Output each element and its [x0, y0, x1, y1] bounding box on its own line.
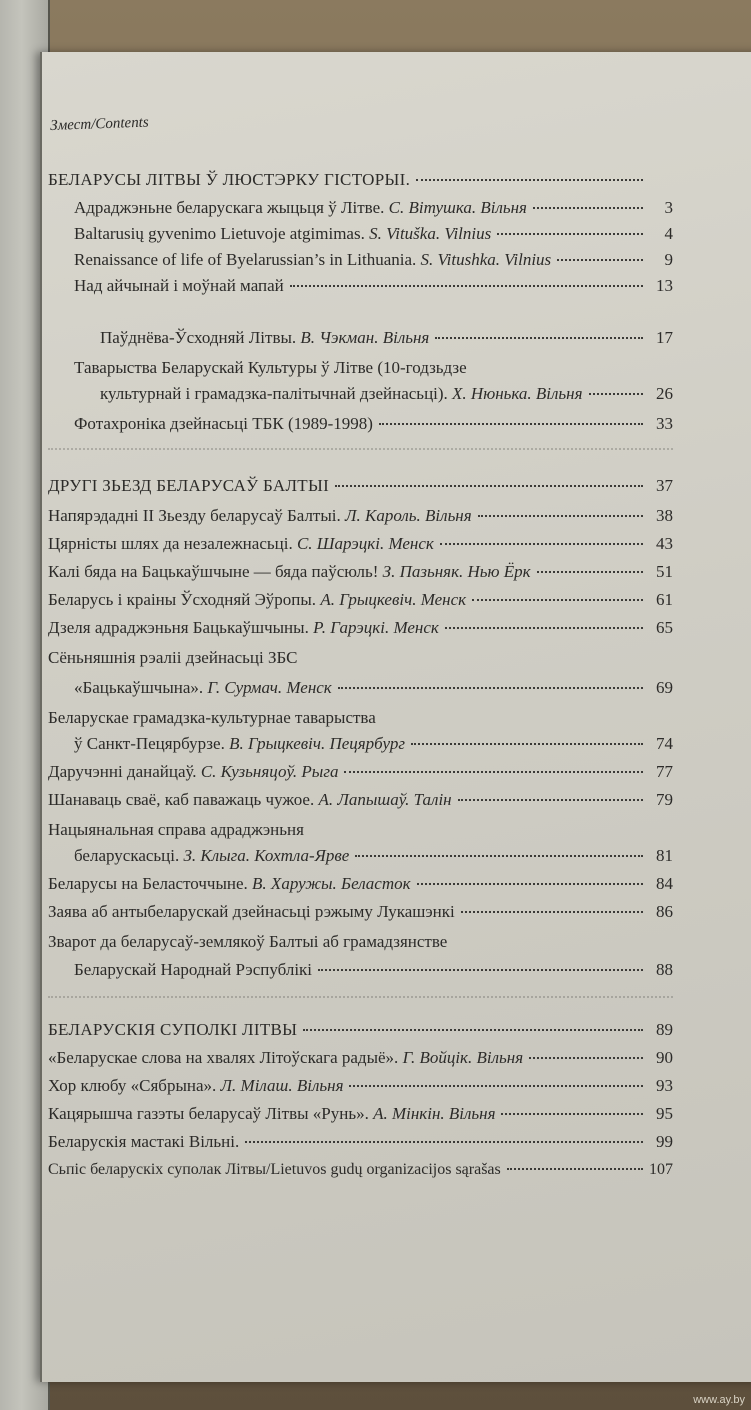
- page-number: 107: [649, 1161, 673, 1178]
- leader-dots: [379, 423, 643, 425]
- toc-entry: [48, 1104, 673, 1124]
- entry-title: Калі бяда на Бацькаўшчыне — бяда паўсюль!: [48, 562, 379, 581]
- toc-entry: [48, 224, 673, 244]
- page-number: 89: [656, 1020, 673, 1039]
- leader-dots: [497, 233, 643, 235]
- entry-author: S. Vituška. Vilnius: [369, 224, 492, 243]
- toc-entry: [48, 790, 673, 810]
- toc-entry: [48, 874, 673, 894]
- leader-dots: [349, 1085, 643, 1087]
- leader-dots: [537, 571, 643, 573]
- page-number: 51: [656, 562, 673, 581]
- leader-dots: [529, 1057, 643, 1059]
- toc-entry-line: [48, 932, 447, 952]
- page-number: 17: [656, 328, 673, 347]
- toc-entry: [48, 734, 673, 754]
- page-number: 74: [656, 734, 673, 753]
- leader-dots: [417, 883, 643, 885]
- toc-entry: [48, 328, 673, 348]
- leader-dots: [478, 515, 643, 517]
- entry-author: А. Грыцкевіч. Менск: [320, 590, 467, 609]
- page-number: 65: [656, 618, 673, 637]
- entry-title: Renaissance of life of Byelarussian’s in Lithuania.: [74, 250, 417, 269]
- leader-dots: [338, 687, 643, 689]
- page-number: 90: [656, 1048, 673, 1067]
- entry-author: С. Кузьняцоў. Рыга: [200, 762, 339, 781]
- entry-author: Л. Кароль. Вільня: [345, 506, 472, 525]
- page-number: 81: [656, 846, 673, 865]
- entry-title: Адраджэньне беларускага жыцьця ў Літве.: [74, 198, 385, 217]
- section-title: БЕЛАРУСКІЯ СУПОЛКІ ЛІТВЫ: [48, 1020, 298, 1039]
- toc-entry: [48, 198, 673, 218]
- toc-entry: [48, 618, 673, 638]
- toc-entry: [48, 960, 673, 980]
- entry-title: Над айчынай і моўнай мапай: [74, 276, 284, 295]
- page-number: 93: [656, 1076, 673, 1095]
- leader-dots: [344, 771, 643, 773]
- leader-dots: [303, 1029, 643, 1031]
- toc-entry: [48, 384, 673, 404]
- entry-author: В. Чэкман. Вільня: [300, 328, 430, 347]
- leader-dots: [445, 627, 643, 629]
- page-number: 69: [656, 678, 673, 697]
- entry-title: Цярністы шлях да незалежнасьці.: [48, 534, 293, 553]
- entry-author: З. Пазьняк. Нью Ёрк: [382, 562, 531, 581]
- entry-title: «Беларускае слова на хвалях Літоўскага радыё».: [48, 1048, 399, 1067]
- toc-entry: [48, 590, 673, 610]
- entry-author: Х. Нюнька. Вільня: [452, 384, 583, 403]
- page-number: 4: [664, 224, 673, 243]
- leader-dots: [318, 969, 643, 971]
- entry-title: Заява аб антыбеларускай дзейнасьці рэжыму Лукашэнкі: [48, 902, 455, 921]
- entry-title: Кацярышча газэты беларусаў Літвы «Рунь».: [48, 1104, 369, 1123]
- leader-dots: [411, 743, 643, 745]
- section-title: ДРУГІ ЗЬЕЗД БЕЛАРУСАЎ БАЛТЫІ: [48, 476, 330, 495]
- toc-entry: [48, 1048, 673, 1068]
- entry-title: Сьпіс беларускіх суполак Літвы/Lietuvos gudų organizacijos sąrašas: [48, 1161, 501, 1178]
- toc-entry: [48, 506, 673, 526]
- toc-entry-line: [74, 358, 467, 378]
- toc-entry-line: [48, 820, 304, 840]
- entry-author: В. Харужы. Беласток: [252, 874, 411, 893]
- toc-entry: [48, 414, 673, 434]
- entry-title: Беларускай Народнай Рэспублікі: [74, 960, 313, 979]
- entry-title: ў Санкт-Пецярбурзе.: [74, 734, 225, 753]
- page-number: 3: [664, 198, 673, 217]
- entry-author: В. Грыцкевіч. Пецярбург: [229, 734, 405, 753]
- section-divider: [48, 448, 673, 450]
- page-number: 33: [656, 414, 673, 433]
- section-divider: [48, 996, 673, 998]
- entry-title: культурнай і грамадзка-палітычнай дзейнасьці).: [100, 384, 448, 403]
- entry-author: Г. Сурмач. Менск: [207, 678, 332, 697]
- leader-dots: [440, 543, 643, 545]
- page-number: 86: [656, 902, 673, 921]
- toc-entry: [48, 534, 673, 554]
- leader-dots: [589, 393, 644, 395]
- entry-author: А. Лапышаў. Талін: [318, 790, 452, 809]
- entry-title: беларускасьці.: [74, 846, 180, 865]
- page-number: 43: [656, 534, 673, 553]
- toc-entry: [48, 1076, 673, 1096]
- page-number: 95: [656, 1104, 673, 1123]
- entry-title: «Бацькаўшчына».: [74, 678, 204, 697]
- leader-dots: [501, 1113, 643, 1115]
- entry-author: А. Мінкін. Вільня: [373, 1104, 496, 1123]
- toc-entry: [48, 276, 673, 296]
- toc-section-1: [48, 170, 673, 190]
- toc-entry: [48, 562, 673, 582]
- entry-title: Беларускае грамадзка-культурнае таварыства: [48, 708, 376, 727]
- entry-title: Зварот да беларусаў-землякоў Балтыі аб грамадзянстве: [48, 932, 448, 951]
- page-number: 38: [656, 506, 673, 525]
- toc-entry: [48, 846, 673, 866]
- toc-section-3: [48, 1020, 673, 1040]
- page-number: 84: [656, 874, 673, 893]
- page-number: 13: [656, 276, 673, 295]
- entry-title: Сёньняшнія рэаліі дзейнасьці ЗБС: [48, 648, 298, 667]
- entry-author: С. Шарэцкі. Менск: [296, 534, 434, 553]
- entry-author: Г. Войцік. Вільня: [402, 1048, 524, 1067]
- entry-author: З. Клыга. Кохтла-Ярве: [183, 846, 350, 865]
- toc-entry: [48, 762, 673, 782]
- entry-title: Беларусь і краіны Ўсходняй Эўропы.: [48, 590, 317, 609]
- toc-entry: [48, 678, 673, 698]
- leader-dots: [557, 259, 643, 261]
- entry-title: Беларускія мастакі Вільні.: [48, 1132, 240, 1151]
- entry-title: Беларусы на Беласточчыне.: [48, 874, 248, 893]
- toc-entry-line: [48, 648, 297, 668]
- entry-title: Шанаваць сваё, каб паважаць чужое.: [48, 790, 315, 809]
- entry-title: Нацыянальная справа адраджэньня: [48, 820, 304, 839]
- toc-entry: [48, 1160, 673, 1180]
- page-number: 77: [656, 762, 673, 781]
- leader-dots: [435, 337, 643, 339]
- toc-entry: [48, 902, 673, 922]
- page-number: 61: [656, 590, 673, 609]
- entry-author: С. Вітушка. Вільня: [388, 198, 527, 217]
- entry-author: Р. Гарэцкі. Менск: [313, 618, 439, 637]
- entry-title: Напярэдадні II Зьезду беларусаў Балтыі.: [48, 506, 341, 525]
- toc-entry: [48, 1132, 673, 1152]
- leader-dots: [533, 207, 643, 209]
- entry-title: Таварыства Беларускай Культуры ў Літве (10-годзьдзе: [74, 358, 467, 377]
- leader-dots: [458, 799, 643, 801]
- page-number: 9: [664, 250, 673, 269]
- toc-entry-line: [48, 708, 376, 728]
- page-number: 79: [656, 790, 673, 809]
- watermark: www.ay.by: [693, 1394, 745, 1406]
- leader-dots: [416, 179, 643, 181]
- page-number: 99: [656, 1132, 673, 1151]
- leader-dots: [461, 911, 643, 913]
- toc-entry: [48, 250, 673, 270]
- entry-title: Baltarusių gyvenimo Lietuvoje atgimimas.: [74, 224, 365, 243]
- entry-title: Хор клюбу «Сябрына».: [48, 1076, 217, 1095]
- entry-title: Фотахроніка дзейнасьці ТБК (1989-1998): [74, 414, 373, 433]
- toc-section-2: [48, 476, 673, 496]
- entry-title: Паўднёва-Ўсходняй Літвы.: [100, 328, 297, 347]
- page-number: 37: [656, 476, 673, 495]
- page-number: 26: [656, 384, 673, 403]
- entry-author: Л. Мілаш. Вільня: [220, 1076, 344, 1095]
- section-title: БЕЛАРУСЫ ЛІТВЫ Ў ЛЮСТЭРКУ ГІСТОРЫІ.: [48, 170, 411, 189]
- leader-dots: [290, 285, 643, 287]
- page-header: Змест/Contents: [50, 114, 149, 134]
- entry-title: Даручэнні данайцаў.: [48, 762, 197, 781]
- leader-dots: [335, 485, 643, 487]
- page-number: 88: [656, 960, 673, 979]
- leader-dots: [507, 1168, 643, 1170]
- leader-dots: [245, 1141, 643, 1143]
- entry-title: Дзеля адраджэньня Бацькаўшчыны.: [48, 618, 309, 637]
- entry-author: S. Vitushka. Vilnius: [420, 250, 552, 269]
- leader-dots: [472, 599, 643, 601]
- leader-dots: [355, 855, 643, 857]
